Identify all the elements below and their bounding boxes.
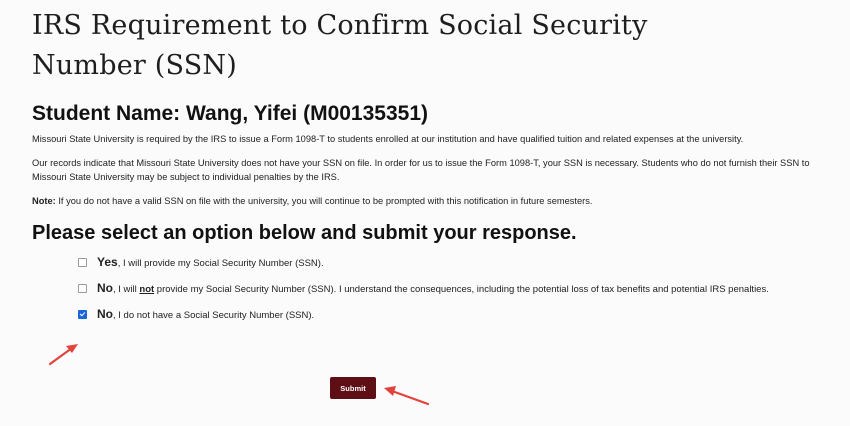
note-text: If you do not have a valid SSN on file with the university, you will continue to be prompted with this notification in future semesters. <box>55 196 593 206</box>
arrow-icon-submit <box>378 378 434 408</box>
checkbox-no-will-not[interactable] <box>78 284 87 293</box>
option-no-will-not-text-a: , I will <box>113 284 140 295</box>
option-no-will-not-lead: No <box>97 281 113 295</box>
arrow-icon-checkbox <box>44 338 84 368</box>
checkbox-no-ssn[interactable] <box>78 310 87 319</box>
option-no-ssn[interactable] <box>76 307 776 323</box>
section-heading: Please select an option below and submit your response. <box>32 222 577 244</box>
option-no-will-not-text-b: provide my Social Security Number (SSN). I understand the consequences, including the potential loss of tax benefits and potential IRS penalties. <box>154 284 769 295</box>
main-content <box>32 0 832 333</box>
page-title: IRS Requirement to Confirm Social Security Number (SSN) <box>32 10 648 81</box>
note-label: Note: <box>32 196 56 206</box>
option-yes-text: , I will provide my Social Security Number (SSN). <box>117 258 324 269</box>
ssn-options <box>76 255 776 323</box>
checkbox-yes[interactable] <box>78 258 87 267</box>
note-paragraph <box>32 194 832 208</box>
option-yes[interactable] <box>76 255 776 271</box>
info-paragraph-1: Missouri State University is required by the IRS to issue a Form 1098-T to students enrolled at our institution and have qualified tuition and related expenses at the university. <box>32 134 744 144</box>
option-yes-lead: Yes <box>97 255 118 269</box>
option-no-will-not-emphasis: not <box>139 284 155 295</box>
option-no-ssn-text: , I do not have a Social Security Number (SSN). <box>113 310 315 321</box>
info-paragraph-2: Our records indicate that Missouri State University does not have your SSN on file. In order for us to issue the Form 1098-T, your SSN is necessary. Students who do not furnish their SSN to Missouri State University may be subject to individual penalties by the IRS. <box>32 158 810 182</box>
submit-button[interactable]: Submit <box>330 377 376 399</box>
option-no-ssn-lead: No <box>97 307 113 321</box>
student-name: Student Name: Wang, Yifei (M00135351) <box>32 102 428 125</box>
option-no-will-not[interactable] <box>76 281 776 297</box>
